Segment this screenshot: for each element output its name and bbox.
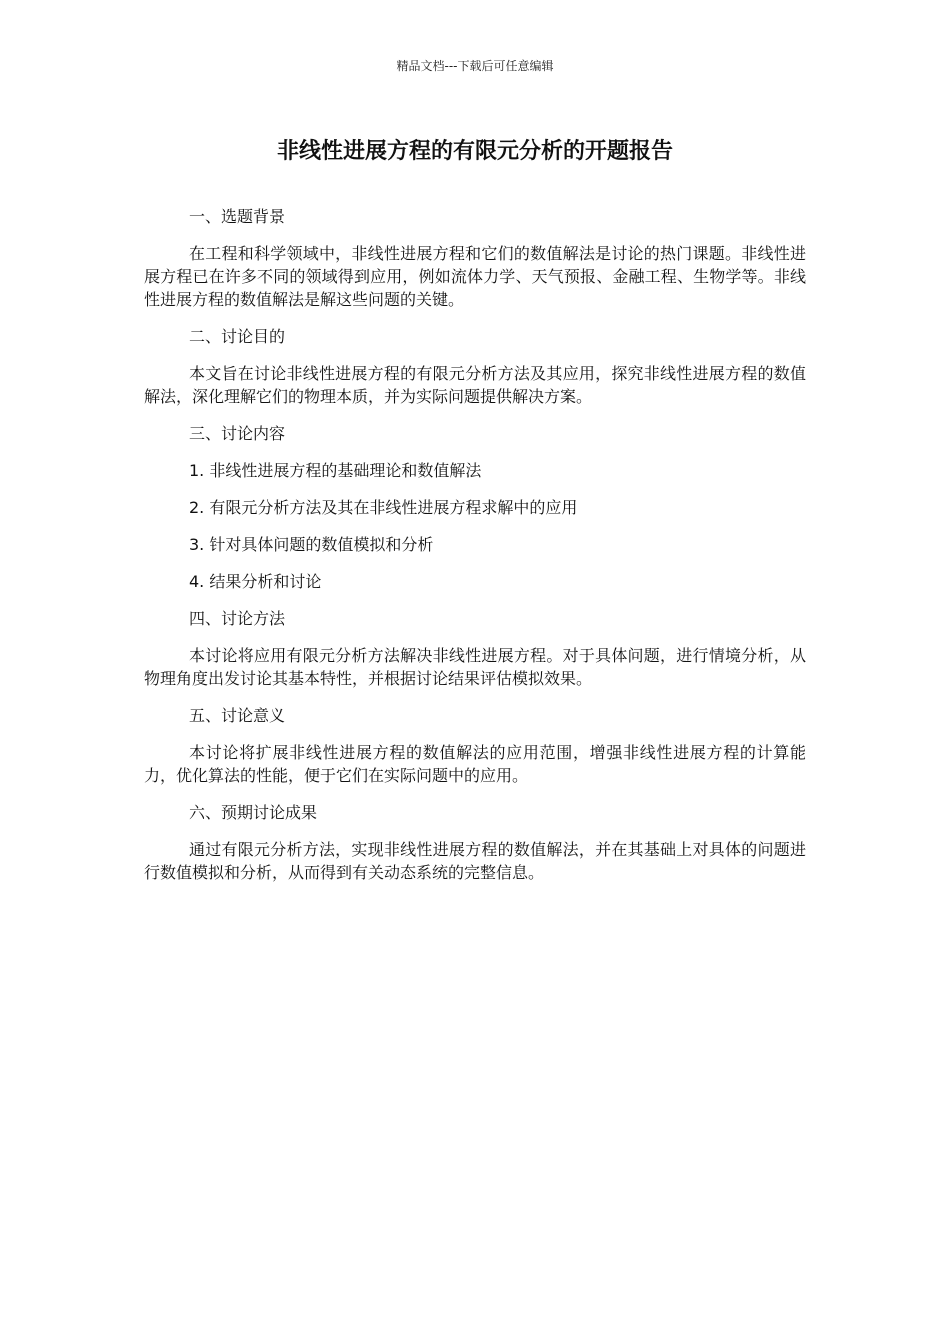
section-heading-content: 三、讨论内容	[189, 424, 286, 443]
document-title: 非线性进展方程的有限元分析的开题报告	[276, 139, 673, 164]
header-note: 精品文档---下载后可任意编辑	[396, 59, 554, 73]
section-body-purpose: 本文旨在讨论非线性进展方程的有限元分析方法及其应用，探究非线性进展方程的数值解法，深化理解它们的物理本质，并为实际问题提供解决方案。	[144, 364, 806, 406]
section-body-expected-results: 通过有限元分析方法，实现非线性进展方程的数值解法，并在其基础上对具体的问题进行数值模拟和分析，从而得到有关动态系统的完整信息。	[144, 840, 806, 882]
list-item: 2. 有限元分析方法及其在非线性进展方程求解中的应用	[189, 498, 578, 517]
section-heading-expected-results: 六、预期讨论成果	[189, 803, 318, 822]
section-heading-background: 一、选题背景	[189, 207, 286, 226]
document-body	[144, 205, 806, 898]
section-body-significance: 本讨论将扩展非线性进展方程的数值解法的应用范围，增强非线性进展方程的计算能力，优化算法的性能，便于它们在实际问题中的应用。	[144, 743, 806, 785]
list-item: 1. 非线性进展方程的基础理论和数值解法	[189, 461, 482, 480]
list-item: 4. 结果分析和讨论	[189, 572, 322, 591]
list-item: 3. 针对具体问题的数值模拟和分析	[189, 535, 434, 554]
section-heading-method: 四、讨论方法	[189, 609, 286, 628]
section-body-background: 在工程和科学领域中，非线性进展方程和它们的数值解法是讨论的热门课题。非线性进展方程已在许多不同的领域得到应用，例如流体力学、天气预报、金融工程、生物学等。非线性进展方程的数值解法是解这些问题的关键。	[144, 244, 806, 309]
section-heading-significance: 五、讨论意义	[189, 706, 286, 725]
section-body-method: 本讨论将应用有限元分析方法解决非线性进展方程。对于具体问题，进行情境分析，从物理角度出发讨论其基本特性，并根据讨论结果评估模拟效果。	[144, 646, 806, 688]
section-heading-purpose: 二、讨论目的	[189, 327, 286, 346]
